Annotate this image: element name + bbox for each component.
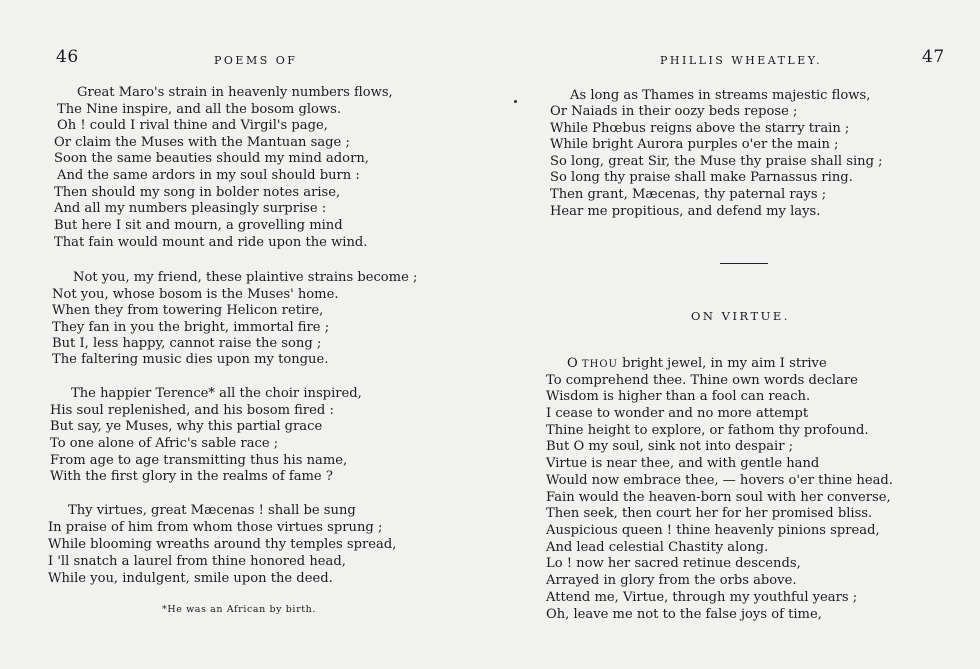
poem-line: His soul replenished, and his bosom fired :: [50, 403, 334, 418]
poem-line: And lead celestial Chastity along.: [546, 540, 769, 555]
poem-line: I 'll snatch a laurel from thine honored head,: [48, 554, 346, 569]
poem-line: Oh, leave me not to the false joys of time,: [546, 607, 822, 622]
page-number-right: 47: [922, 47, 945, 67]
running-head-right: PHILLIS WHEATLEY.: [660, 54, 823, 67]
poem-line: Not you, my friend, these plaintive strains become ;: [73, 270, 418, 285]
opening-word: O: [567, 356, 578, 371]
footnote: *He was an African by birth.: [162, 604, 316, 615]
poem-line: Lo ! now her sacred retinue descends,: [546, 556, 801, 571]
poem-line: But O my soul, sink not into despair ;: [546, 439, 794, 454]
poem-line: So long, great Sir, the Muse thy praise shall sing ;: [550, 154, 883, 169]
poem-line: To one alone of Afric's sable race ;: [50, 436, 279, 451]
poem-line: While blooming wreaths around thy temples spread,: [48, 537, 397, 552]
opening-smallcaps: THOU: [581, 359, 618, 370]
poem-line: As long as Thames in streams majestic flows,: [570, 88, 871, 103]
gutter-mark: [514, 100, 517, 103]
poem-line: Great Maro's strain in heavenly numbers flows,: [77, 85, 393, 100]
poem-line: Not you, whose bosom is the Muses' home.: [52, 287, 339, 302]
poem-line: Soon the same beauties should my mind adorn,: [54, 151, 369, 166]
poem-line: From age to age transmitting thus his name,: [50, 453, 348, 468]
poem-line: In praise of him from whom those virtues sprung ;: [48, 520, 383, 535]
poem-line: Arrayed in glory from the orbs above.: [546, 573, 797, 588]
poem-line: So long thy praise shall make Parnassus ring.: [550, 170, 853, 185]
poem-line: Hear me propitious, and defend my lays.: [550, 204, 821, 219]
poem-line: Thy virtues, great Mæcenas ! shall be sung: [68, 503, 356, 518]
poem-line: And the same ardors in my soul should burn :: [57, 168, 360, 183]
poem-line: The Nine inspire, and all the bosom glows.: [57, 102, 342, 117]
poem-line: Attend me, Virtue, through my youthful years ;: [546, 590, 858, 605]
running-head-left: POEMS OF: [214, 54, 298, 67]
opening-rest: bright jewel, in my aim I strive: [617, 356, 827, 371]
poem-line: Oh ! could I rival thine and Virgil's page,: [57, 118, 328, 133]
poem-line: Fain would the heaven-born soul with her converse,: [546, 490, 891, 505]
poem-line: Would now embrace thee, — hovers o'er thine head.: [546, 473, 893, 488]
poem-line: Or Naiads in their oozy beds repose ;: [550, 104, 798, 119]
poem-line: When they from towering Helicon retire,: [52, 303, 324, 318]
poem-line: But here I sit and mourn, a grovelling mind: [54, 218, 343, 233]
poem-line: With the first glory in the realms of fame ?: [50, 469, 333, 484]
poem-line: Then should my song in bolder notes arise,: [54, 185, 341, 200]
section-divider: [720, 263, 768, 264]
poem-line: But I, less happy, cannot raise the song ;: [52, 336, 322, 351]
poem-line: Then seek, then court her for her promised bliss.: [546, 506, 873, 521]
poem-line: I cease to wonder and no more attempt: [546, 406, 809, 421]
poem-line: Auspicious queen ! thine heavenly pinions spread,: [546, 523, 880, 538]
poem-line: The happier Terence* all the choir inspired,: [71, 386, 362, 401]
poem-line: Wisdom is higher than a fool can reach.: [546, 389, 811, 404]
poem-line: And all my numbers pleasingly surprise :: [54, 201, 327, 216]
section-title: ON VIRTUE.: [691, 309, 790, 323]
poem-line: The faltering music dies upon my tongue.: [52, 352, 329, 367]
poem-line: Then grant, Mæcenas, thy paternal rays ;: [550, 187, 827, 202]
page-number-left: 46: [56, 47, 79, 67]
poem-line: To comprehend thee. Thine own words declare: [546, 373, 858, 388]
right-page: [490, 0, 980, 669]
poem-line: Or claim the Muses with the Mantuan sage ;: [54, 135, 350, 150]
poem-line: Thine height to explore, or fathom thy profound.: [546, 423, 869, 438]
poem-line: While bright Aurora purples o'er the main ;: [550, 137, 839, 152]
poem-line: Virtue is near thee, and with gentle hand: [546, 456, 820, 471]
poem-line: While Phœbus reigns above the starry train ;: [550, 121, 850, 136]
poem-line: That fain would mount and ride upon the wind.: [54, 235, 368, 250]
poem-line-opening: [567, 356, 827, 373]
poem-line: They fan in you the bright, immortal fire ;: [52, 320, 330, 335]
poem-line: But say, ye Muses, why this partial grace: [50, 419, 323, 434]
poem-line: While you, indulgent, smile upon the deed.: [48, 571, 333, 586]
